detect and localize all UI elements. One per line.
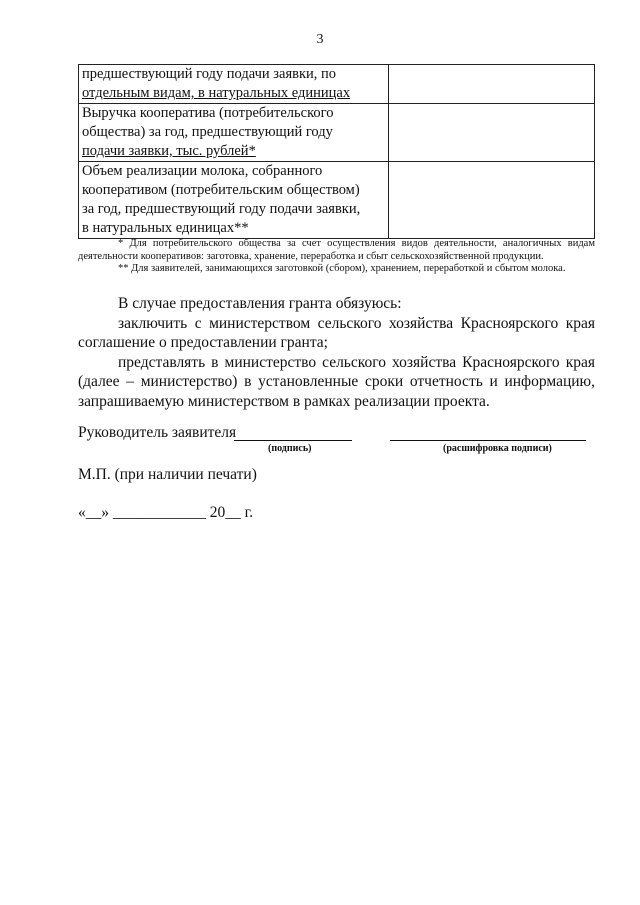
table-row-value-cell[interactable] [389, 104, 595, 162]
signature-name-field[interactable] [390, 440, 586, 441]
commitments-intro: В случае предоставления гранта обязуюсь: [118, 295, 402, 312]
table-row [79, 162, 595, 239]
signature-caption: (подпись) [268, 443, 312, 454]
table-row-label-line: отдельным видам, в натуральных единицах [82, 85, 351, 101]
table-row-label-line: предшествующий году подачи заявки, по [82, 66, 337, 82]
commitment-item-2: представлять в министерство сельского хозяйства Красноярского края (далее – министерство) в установленные сроки отчетность и информацию, запрашиваемую министерством в рамках реализации проекта. [78, 353, 595, 410]
footnote-2: ** Для заявителей, занимающихся заготовкой (сбором), хранением, переработкой и сбытом молока. [118, 263, 566, 274]
signature-field[interactable] [234, 440, 352, 441]
commitments-block [78, 294, 595, 411]
table-row-label-line: подачи заявки, тыс. рублей* [82, 143, 256, 159]
footnote-1: * Для потребительского общества за счет осуществления видов деятельности, аналогичных видам деятельности кооперативов: заготовка, хранение, переработка и сбыт сельскохозяйственной продукции. [78, 238, 595, 262]
stamp-label: М.П. (при наличии печати) [78, 466, 257, 483]
signature-name-caption: (расшифровка подписи) [443, 443, 552, 454]
table-row-label-line: за год, предшествующий году подачи заявки, [82, 201, 361, 217]
table-row [79, 104, 595, 162]
signature-label: Руководитель заявителя [78, 424, 237, 441]
commitment-item-1 [78, 314, 595, 334]
commitment-item-1-line-1: заключить с министерством сельского хозяйства Красноярского края [118, 314, 595, 332]
table-row-label [79, 162, 389, 239]
table-row-label [79, 65, 389, 104]
table-row [79, 65, 595, 104]
table-row-value-cell[interactable] [389, 162, 595, 239]
date-line: «__» ____________ 20__ г. [78, 504, 254, 521]
table-row-label-line: кооперативом (потребительским обществом) [82, 182, 360, 198]
table-row-label-line: общества) за год, предшествующий году [82, 124, 333, 140]
footnotes [78, 238, 595, 276]
page-number: 3 [316, 32, 324, 47]
table-row-label [79, 104, 389, 162]
table-row-label-line: в натуральных единицах** [82, 220, 249, 236]
commitment-item-1-cont: соглашение о предоставлении гранта; [78, 334, 328, 351]
signature-row [78, 424, 595, 464]
table-row-value-cell[interactable] [389, 65, 595, 104]
data-table [78, 64, 595, 239]
table-row-label-line: Объем реализации молока, собранного [82, 163, 323, 179]
table-row-label-line: Выручка кооператива (потребительского [82, 105, 334, 121]
